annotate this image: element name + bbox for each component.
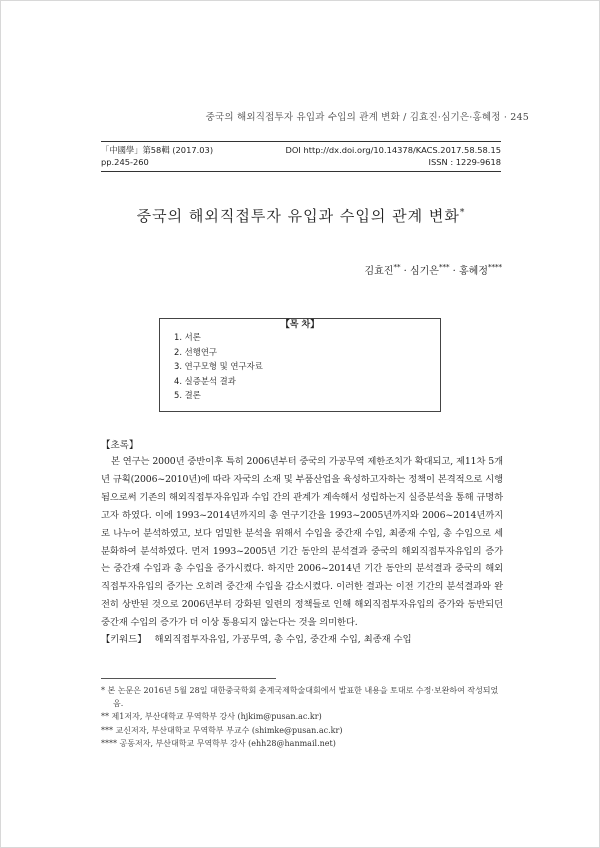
footnote-item: ** 제1저자, 부산대학교 무역학부 강사 (hjkim@pusan.ac.kr): [101, 712, 322, 722]
author-list: [364, 262, 502, 277]
footnote-item: *** 교신저자, 부산대학교 무역학부 부교수 (shimke@pusan.ac.kr): [101, 725, 343, 735]
toc-item: 1. 서론: [174, 332, 201, 342]
author-separator: ·: [400, 266, 410, 277]
paper-title: [71, 205, 531, 226]
author-name: 심기은: [409, 266, 439, 277]
running-head: 중국의 해외직접투자 유입과 수입의 관계 변화 / 김효진·심기은·홍혜정 · 245: [205, 112, 529, 123]
page-range: pp.245-260: [101, 157, 149, 167]
publication-info: [101, 141, 501, 172]
table-of-contents: [159, 318, 441, 412]
author-name: 김효진: [364, 266, 394, 277]
author-name: 홍혜정: [459, 266, 488, 277]
author-mark: **: [393, 263, 401, 272]
footnote-divider: [101, 678, 276, 679]
toc-header: [160, 312, 440, 331]
issn: ISSN : 1229-9618: [428, 157, 501, 167]
author-mark: ***: [438, 263, 450, 272]
toc-item: 4. 실증분석 결과: [174, 375, 236, 386]
keywords-label: 【키워드】: [101, 634, 147, 645]
toc-item: 3. 연구모형 및 연구자료: [174, 361, 263, 372]
toc-list: [174, 330, 263, 403]
footnote-item: **** 공동저자, 부산대학교 무역학부 강사 (ehh28@hanmail.net): [101, 738, 336, 748]
abstract-label: 【초록】: [101, 440, 139, 451]
keywords: [101, 631, 503, 645]
keywords-text: 해외직접투자유입, 가공무역, 총 수입, 중간재 수입, 최종재 수입: [154, 634, 412, 645]
journal-info: 「中國學」第58輯 (2017.03): [101, 145, 214, 155]
abstract-body: 본 연구는 2000년 중반이후 특히 2006년부터 중국의 가공무역 제한조치가 확대되고, 제11차 5개년 규획(2006~2010년)에 따라 자국의 소재 및 부품산업을 육성하고자하는 정책이 본격적으로 시행됨으로써 기존의 해외직접투자유입과 수입 간의 관계가 계속해서 성립하는지 실증분석을 통해 규명하고자 하였다. 이에 1993~2014년까지의 총 연구기간을 1993~2005년까지와 2006~2014년까지로 나누어 분석하였고, 보다 엄밀한 분석을 위해서 수입을 중간재 수입, 최종재 수입, 총 수입으로 세분화하여 분석하였다. 먼저 1993~2005년 기간 동안의 분석결과 중국의 해외직접투자유입의 증가는 중간재 수입과 총 수입을 증가시켰다. 하지만 2006~2014년 기간 동안의 분석결과 중국의 해외직접투자유입의 증가는 오히려 중간재 수입을 감소시켰다. 이러한 결과는 이전 기간의 분석결과와 완전히 상반된 것으로 2006년부터 강화된 일련의 정책들로 인해 해외직접투자유입의 증가와 동반되던 중간재 수입의 증가가 더 이상 통용되지 않는다는 것을 의미한다.: [101, 456, 503, 629]
author-mark: ****: [488, 263, 502, 272]
toc-item: 5. 결론: [174, 390, 201, 401]
title-footnote-mark: *: [459, 208, 466, 218]
toc-header-label: 【목 차】: [275, 320, 326, 330]
paper-title-text: 중국의 해외직접투자 유입과 수입의 관계 변화: [136, 207, 460, 225]
toc-item: 2. 선행연구: [174, 346, 218, 357]
author-separator: ·: [449, 266, 460, 277]
footnote-item: * 본 논문은 2016년 5월 28일 대한중국학회 춘계국제학술대회에서 발표한 내용을 토대로 수정·보완하여 작성되었음.: [101, 686, 499, 709]
footnotes: [101, 684, 503, 750]
doi-link[interactable]: DOI http://dx.doi.org/10.14378/KACS.2017.58.58.15: [285, 145, 501, 155]
